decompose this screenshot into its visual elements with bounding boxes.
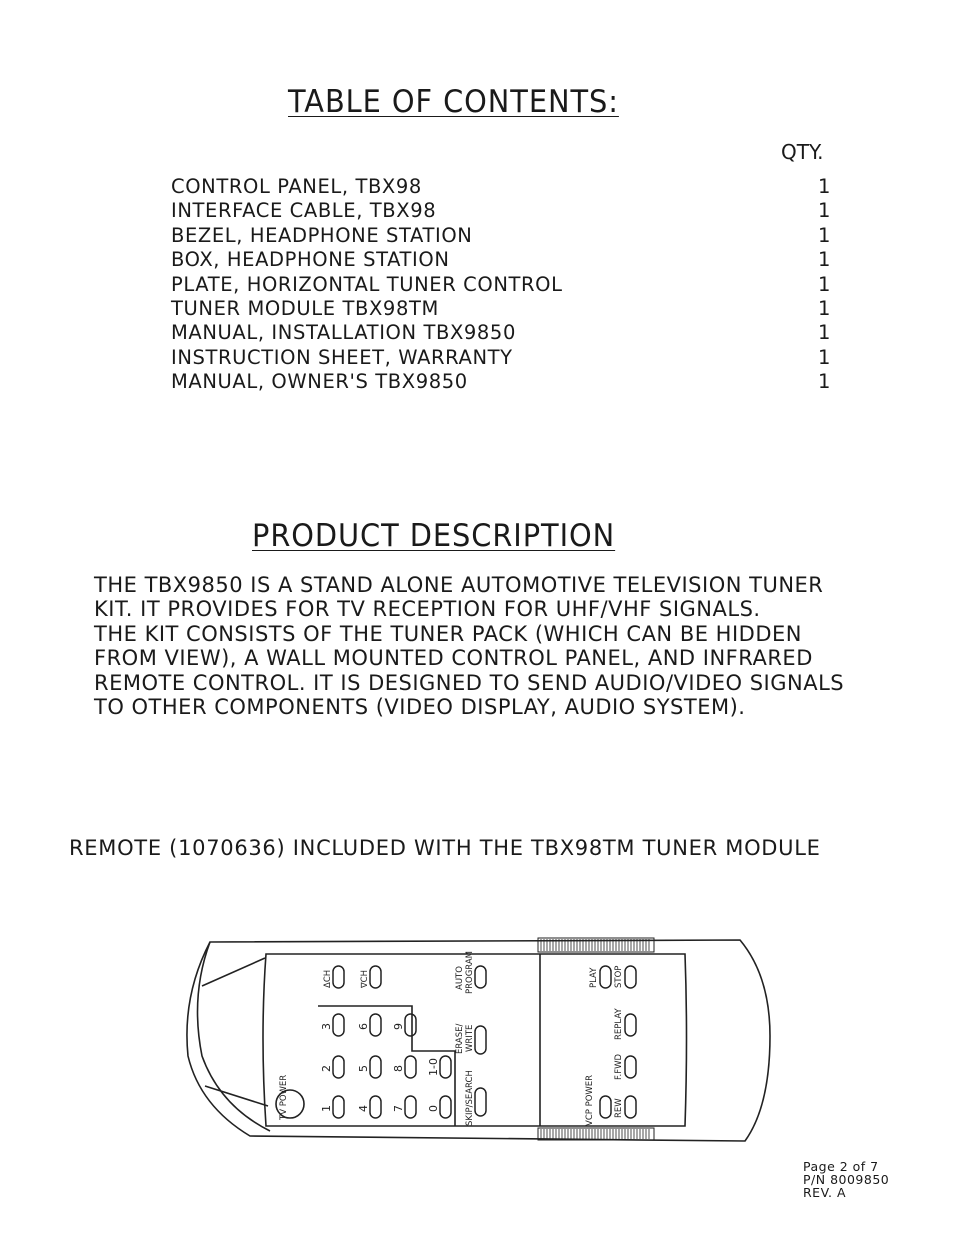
ch-up-button[interactable] [333,966,344,988]
digit-2-label: 2 [320,1065,333,1072]
auto-program-label: AUTO [455,966,465,990]
vcp-power-label: VCP POWER [585,1074,595,1126]
toc-item-qty: 1 [817,272,831,296]
toc-row [171,248,831,272]
digit-6-label: 6 [357,1023,370,1030]
ffwd-button[interactable] [625,1056,636,1078]
auto-program-button[interactable] [475,966,486,988]
page-footer [803,1160,889,1199]
page-number: Page 2 of 7 [803,1159,879,1174]
erase-write-button[interactable] [475,1026,486,1054]
rew-button[interactable] [625,1096,636,1118]
toc-item-label: CONTROL PANEL, TBX98 [171,175,422,198]
remote-left-bevel-line [202,958,265,986]
toc-row [171,321,831,345]
digit-8-button[interactable] [405,1056,416,1078]
toc-item-label: INTERFACE CABLE, TBX98 [171,199,437,223]
digit-5-button[interactable] [370,1056,381,1078]
ch-down-label: ∇CH [360,969,370,988]
digit-3-label: 3 [320,1023,333,1030]
description-line: KIT. IT PROVIDES FOR TV RECEPTION FOR UHF/VHF SIGNALS. [94,597,761,622]
toc-item-label: MANUAL, OWNER'S TBX9850 [171,370,468,394]
auto-program-label: PROGRAM [465,950,475,994]
stop-label: STOP [614,965,624,988]
digit-7-label: 7 [392,1105,405,1112]
product-description-title: PRODUCT DESCRIPTION [252,518,616,554]
digit-4-button[interactable] [370,1096,381,1118]
toc-item-qty: 1 [817,321,831,345]
qty-header: QTY. [781,140,824,164]
digit-5-label: 5 [357,1065,370,1072]
toc-item-qty: 1 [817,296,831,320]
tv-power-label: TV POWER [279,1074,289,1120]
toc-item-qty: 1 [817,370,831,394]
revision: REV. A [803,1185,847,1200]
digit-9-label: 9 [392,1023,405,1030]
remote-outline [187,940,770,1141]
digit-2-button[interactable] [333,1056,344,1078]
toc-item-label: INSTRUCTION SHEET, WARRANTY [171,345,513,369]
toc-row [171,370,831,394]
digit-0-button[interactable] [440,1096,451,1118]
toc-item-qty: 1 [817,199,831,223]
play-label: PLAY [589,967,599,988]
remote-bottom-grip [538,1128,654,1140]
remote-control-diagram [180,936,775,1146]
ch-down-button[interactable] [370,966,381,988]
product-description-text [94,573,914,719]
toc-row [171,273,831,297]
remote-caption: REMOTE (1070636) INCLUDED WITH THE TBX98TM TUNER MODULE [69,836,821,860]
digit-3-button[interactable] [333,1014,344,1036]
replay-button[interactable] [625,1014,636,1036]
digit-8-label: 8 [392,1065,405,1072]
description-line: TO OTHER COMPONENTS (VIDEO DISPLAY, AUDIO SYSTEM). [94,695,746,720]
toc-item-qty: 1 [817,248,831,272]
erase-write-label: WRITE [465,1024,475,1052]
remote-left-bevel-line [205,1086,268,1106]
toc-row [171,199,831,223]
rew-label: REW [614,1098,624,1118]
ffwd-label: F.FWD [614,1053,624,1080]
toc-item-label: PLATE, HORIZONTAL TUNER CONTROL [171,272,563,296]
digit-9-button[interactable] [405,1014,416,1036]
toc-item-qty: 1 [817,223,831,247]
digit-1-label: 1 [320,1105,333,1112]
replay-label: REPLAY [614,1008,624,1040]
toc-item-label: TUNER MODULE TBX98TM [171,296,439,320]
digit-1-button[interactable] [333,1096,344,1118]
digit-6-button[interactable] [370,1014,381,1036]
stop-button[interactable] [625,966,636,988]
play-button[interactable] [600,966,611,988]
description-line: REMOTE CONTROL. IT IS DESIGNED TO SEND AUDIO/VIDEO SIGNALS [94,670,845,695]
skip-search-label: SKIP/SEARCH [465,1070,475,1126]
vcp-power-button[interactable] [600,1096,611,1118]
skip-search-button[interactable] [475,1088,486,1116]
erase-write-label: ERASE/ [455,1023,465,1054]
digit-0-label: 0 [427,1105,440,1112]
toc-item-qty: 1 [817,345,831,369]
toc-row [171,224,831,248]
description-line: FROM VIEW), A WALL MOUNTED CONTROL PANEL, AND INFRARED [94,646,813,671]
digit-7-button[interactable] [405,1096,416,1118]
toc-row [171,175,831,199]
digit-10-label: 1-0 [427,1058,440,1076]
toc-title: TABLE OF CONTENTS: [288,84,619,120]
toc-item-label: MANUAL, INSTALLATION TBX9850 [171,321,516,345]
toc-item-label: BOX, HEADPHONE STATION [171,248,450,272]
toc-item-qty: 1 [817,175,831,198]
digit-10-button[interactable] [440,1056,451,1078]
ch-up-label: ΔCH [323,969,333,988]
toc-list [171,175,831,395]
description-line: THE KIT CONSISTS OF THE TUNER PACK (WHICH CAN BE HIDDEN [94,621,802,646]
toc-row [171,346,831,370]
toc-item-label: BEZEL, HEADPHONE STATION [171,223,473,247]
description-line: THE TBX9850 IS A STAND ALONE AUTOMOTIVE TELEVISION TUNER [94,573,824,597]
part-number: P/N 8009850 [803,1172,890,1187]
digit-4-label: 4 [357,1105,370,1112]
toc-row [171,297,831,321]
